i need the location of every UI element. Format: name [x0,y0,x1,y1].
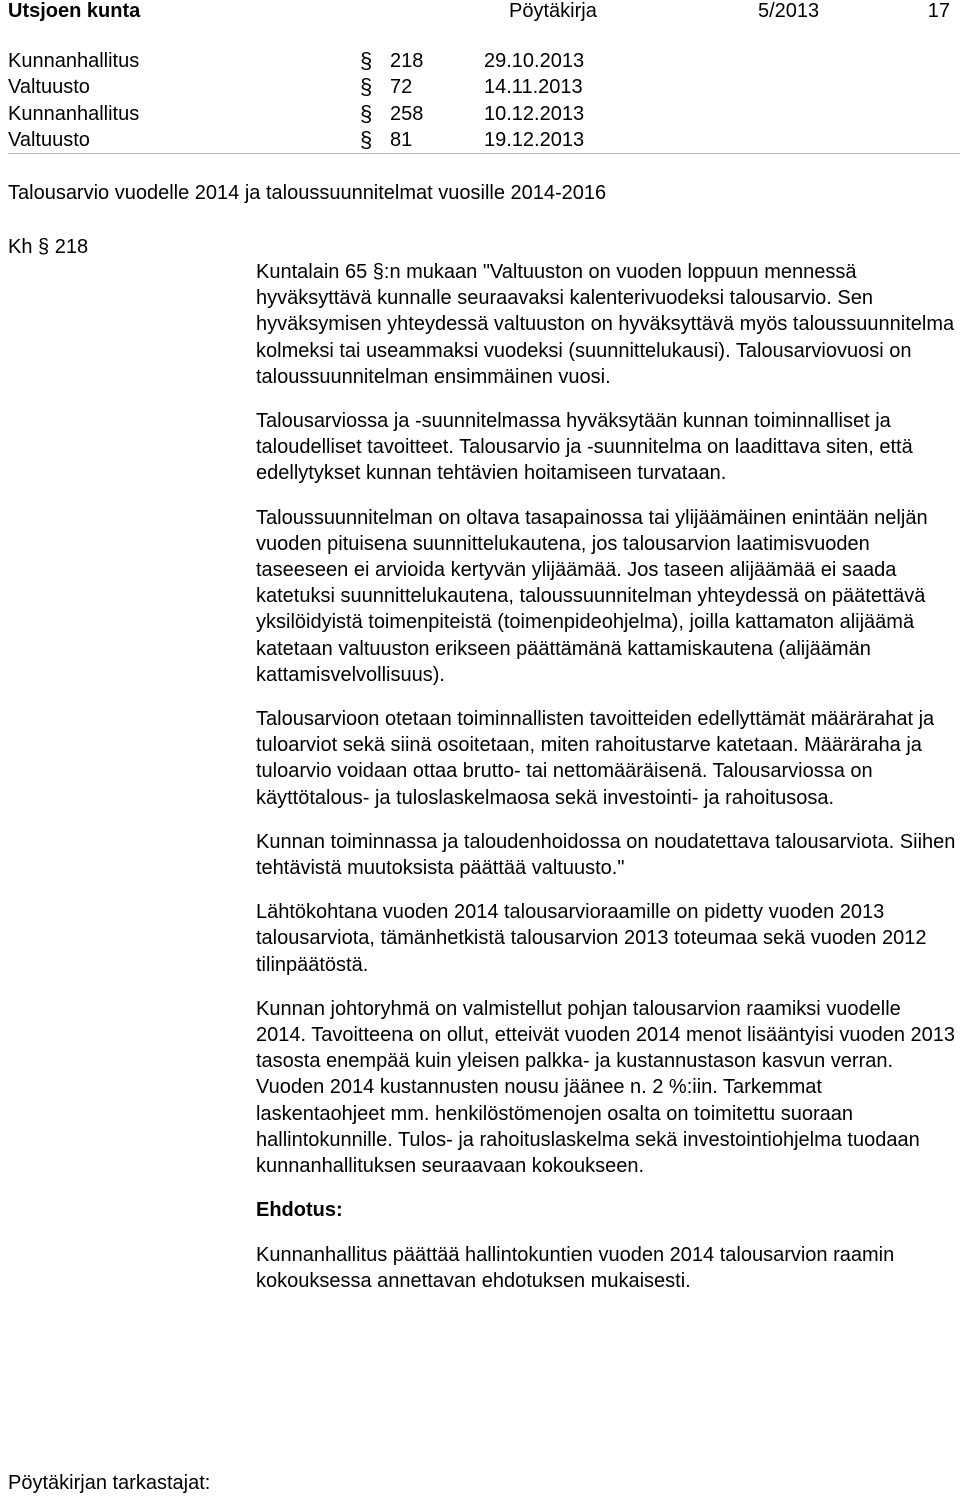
document-header [0,0,960,22]
proposal-heading: Ehdotus: [256,1199,343,1222]
paragraph: Talousarviossa ja -suunnitelmassa hyväksytään kunnan toiminnalliset ja taloudelliset tavoitteet. Talousarvio ja -suunnitelma on laadittava siten, että edellytykset kunnan tehtävien hoitamiseen turvataan. [256,410,913,485]
agenda-title: Talousarvio vuodelle 2014 ja taloussuunnitelmat vuosille 2014-2016 [8,182,607,204]
document-number: 5/2013 [758,0,820,22]
paragraph: Talousarvioon otetaan toiminnallisten tavoitteiden edellyttämät määrärahat ja tuloarviot sekä siinä osoitetaan, miten rahoitustarve katetaan. Määräraha ja tuloarvio voidaan ottaa brutto- tai nettomääräisenä. Talousarviossa on käyttötalous- ja tuloslaskelmaosa sekä investointi- ja rahoitusosa. [256,708,935,809]
municipality-name: Utsjoen kunta [8,0,141,22]
meeting-list [0,48,960,153]
page-number: 17 [927,0,950,22]
paragraph: Lähtökohtana vuoden 2014 talousarvioraamille on pidetty vuoden 2013 talousarviota, tämänhetkistä talousarvion 2013 toteumaa sekä vuoden 2012 tilinpäätöstä. [256,901,927,976]
meeting-row [0,74,960,100]
meeting-date: 10.12.2013 [484,102,585,125]
section-sign: § [360,74,373,100]
meeting-date: 29.10.2013 [484,50,585,72]
section-sign: § [360,48,373,73]
meeting-date: 19.12.2013 [484,128,585,151]
meeting-body: Valtuusto [8,76,90,99]
paragraph: Kuntalain 65 §:n mukaan "Valtuuston on vuoden loppuun mennessä hyväksyttävä kunnalle seuraavaksi kalenterivuodeksi talousarvio. Sen hyväksymisen yhteydessä valtuuston on hyväksyttävä myös taloussuunnitelma kolmeksi tai useammaksi vuodeksi (suunnittelukausi). Talousarviovuosi on taloussuunnitelman ensimmäinen vuosi. [256,261,955,388]
meeting-section-number: 218 [390,50,424,72]
document-type: Pöytäkirja [509,0,597,22]
meeting-section-number: 81 [390,128,413,151]
paragraph: Kunnan toiminnassa ja taloudenhoidossa on noudatettava talousarviota. Siihen tehtävistä muutoksista päättää valtuusto." [256,830,956,880]
section-sign: § [360,126,373,152]
paragraph: Kunnan johtoryhmä on valmistellut pohjan talousarvion raamiksi vuodelle 2014. Tavoitteena on ollut, etteivät vuoden 2014 menot lisääntyisi vuoden 2013 tasosta enempää kuin yleisen palkka- ja kustannustason kasvun verran. Vuoden 2014 kustannusten nousu jäänee n. 2 %:iin. Tarkemmat laskentaohjeet mm. henkilöstömenojen osalta on toimitettu suoraan hallintokunnille. Tulos- ja rahoituslaskelma sekä investointiohjelma tuodaan kunnanhallituksen seuraavaan kokoukseen. [256,997,956,1178]
meeting-section-number: 258 [390,102,424,125]
main-content [256,259,956,1312]
meeting-body: Kunnanhallitus [8,50,140,72]
meeting-body: Valtuusto [8,128,90,151]
meeting-section-number: 72 [390,76,413,99]
section-sign: § [360,100,373,126]
paragraph: Taloussuunnitelman on oltava tasapainossa tai ylijäämäinen enintään neljän vuoden pituisena suunnittelukautena, jos talousarvion laatimisvuoden taseeseen ei arvioida kertyvän ylijäämää. Jos taseen alijäämää ei saada katetuksi suunnittelukautena, taloussuunnitelman yhteydessä on päätettävä yksilöidyistä toimenpiteistä (toimenpideohjelma), joilla kattamaton alijäämä katetaan valtuuston erikseen päättämänä kattamiskautena (alijäämän kattamisvelvollisuus). [256,506,928,686]
meeting-body: Kunnanhallitus [8,102,140,125]
meeting-date: 14.11.2013 [484,76,583,99]
minutes-reviewers-label: Pöytäkirjan tarkastajat: [8,1472,211,1494]
meeting-row [0,101,960,127]
section-reference: Kh § 218 [8,236,89,258]
meeting-row [0,127,960,153]
proposal-text: Kunnanhallitus päättää hallintokuntien vuoden 2014 talousarvion raamin kokouksessa annettavan ehdotuksen mukaisesti. [256,1243,895,1292]
meeting-row [0,48,960,74]
divider [8,153,960,154]
